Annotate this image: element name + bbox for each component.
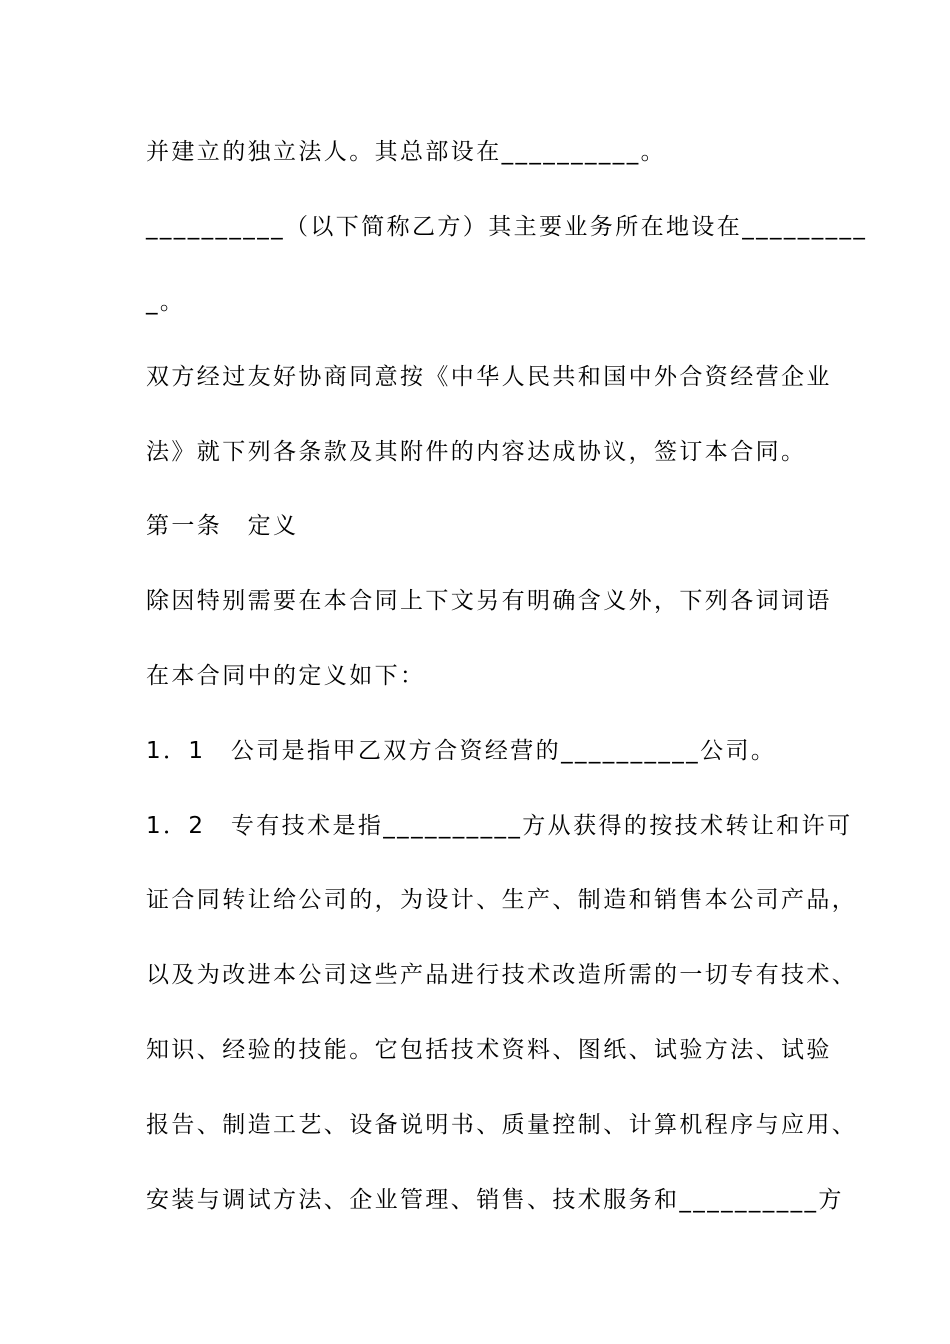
text-line: 除因特别需要在本合同上下文另有明确含义外，下列各词词语: [146, 588, 832, 614]
clause-1-2: 1．2 专有技术是指__________方从获得的按技术转让和许可: [146, 813, 853, 839]
text-line: 证合同转让给公司的，为设计、生产、制造和销售本公司产品，: [146, 887, 858, 913]
article-heading: 第一条 定义: [146, 513, 299, 539]
text-line: 以及为改进本公司这些产品进行技术改造所需的一切专有技术、: [146, 962, 858, 988]
text-line: 安装与调试方法、企业管理、销售、技术服务和__________方: [146, 1187, 844, 1213]
text-line: 知识、经验的技能。它包括技术资料、图纸、试验方法、试验: [146, 1037, 832, 1063]
clause-1-1: 1．1 公司是指甲乙双方合资经营的__________公司。: [146, 738, 777, 764]
text-line: _。: [146, 289, 186, 315]
text-line: 报告、制造工艺、设备说明书、质量控制、计算机程序与应用、: [146, 1112, 858, 1138]
text-line: __________（以下简称乙方）其主要业务所在地设在_________: [146, 214, 868, 240]
text-line: 在本合同中的定义如下：: [146, 663, 426, 689]
text-line: 双方经过友好协商同意按《中华人民共和国中外合资经营企业: [146, 364, 832, 390]
text-line: 法》就下列各条款及其附件的内容达成协议，签订本合同。: [146, 439, 807, 465]
text-line: 并建立的独立法人。其总部设在__________。: [146, 139, 666, 165]
